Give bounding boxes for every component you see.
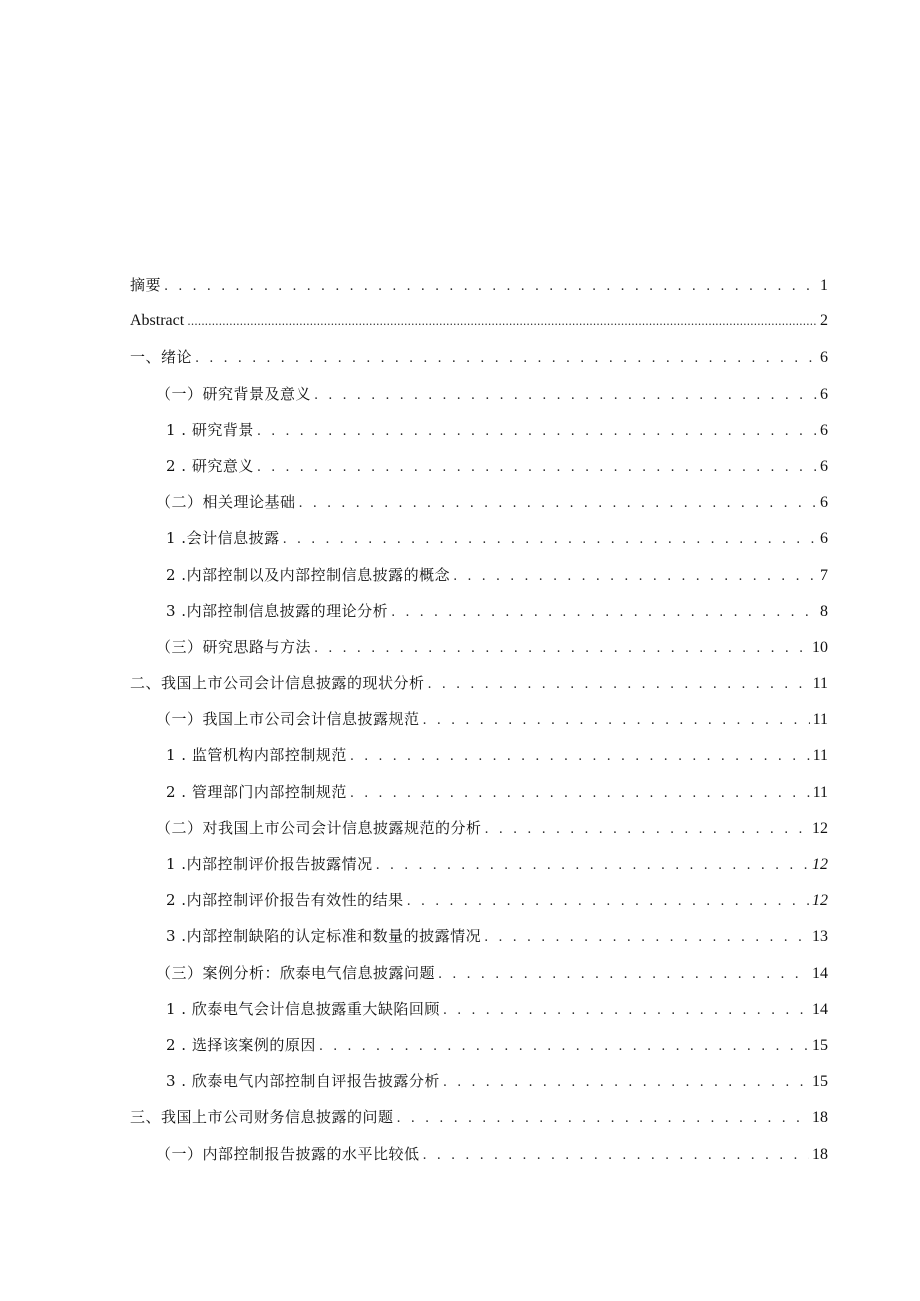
toc-dot-leader bbox=[443, 998, 809, 1024]
toc-entry-page: 6 bbox=[820, 494, 828, 512]
toc-entry-page: 11 bbox=[812, 747, 828, 765]
toc-entry-page: 12 bbox=[812, 856, 828, 873]
toc-entry-page: 18 bbox=[812, 1109, 828, 1127]
toc-entry-subsection-2-3-2[interactable] bbox=[130, 1032, 828, 1068]
toc-dot-leader bbox=[299, 491, 817, 517]
toc-entry-page: 18 bbox=[812, 1145, 828, 1163]
toc-dot-leader bbox=[438, 962, 809, 988]
toc-dot-leader bbox=[453, 564, 817, 590]
toc-dot-leader bbox=[350, 744, 810, 770]
toc-dot-leader bbox=[407, 889, 809, 915]
toc-dot-leader bbox=[428, 672, 810, 698]
toc-dot-leader bbox=[376, 853, 809, 879]
toc-entry-page: 10 bbox=[812, 638, 828, 656]
toc-entry-title: （二）相关理论基础 bbox=[156, 493, 296, 512]
toc-entry-subsection-1-2-2[interactable] bbox=[130, 562, 828, 598]
toc-entry-page: 11 bbox=[812, 675, 828, 693]
toc-entry-page: 15 bbox=[812, 1036, 828, 1054]
toc-entry-section-2-3[interactable] bbox=[130, 960, 828, 996]
toc-entry-title: 1 .会计信息披露 bbox=[166, 529, 280, 548]
toc-entry-page: 11 bbox=[812, 783, 828, 801]
toc-entry-title: 1 . 研究背景 bbox=[166, 420, 254, 439]
toc-entry-chapter-2[interactable] bbox=[130, 670, 828, 706]
toc-entry-page: 6 bbox=[820, 421, 828, 439]
toc-entry-page: 8 bbox=[820, 602, 828, 620]
toc-entry-title: 1 . 欣泰电气会计信息披露重大缺陷回顾 bbox=[166, 999, 440, 1018]
toc-entry-title: 1 . 监管机构内部控制规范 bbox=[166, 746, 347, 765]
toc-dot-leader bbox=[423, 708, 810, 734]
toc-dot-leader bbox=[164, 274, 817, 300]
toc-dot-leader bbox=[443, 1070, 809, 1096]
toc-entry-section-3-1[interactable] bbox=[130, 1141, 828, 1177]
toc-entry-page: 12 bbox=[812, 819, 828, 837]
toc-entry-section-2-1[interactable] bbox=[130, 706, 828, 742]
toc-entry-page: 7 bbox=[820, 566, 828, 584]
toc-dot-leader bbox=[484, 925, 809, 951]
toc-entry-title: 3 . 欣泰电气内部控制自评报告披露分析 bbox=[166, 1072, 440, 1091]
toc-entry-section-1-3[interactable] bbox=[130, 634, 828, 670]
toc-entry-title: 2 .内部控制以及内部控制信息披露的概念 bbox=[166, 565, 451, 584]
toc-entry-title: （三）案例分析：欣泰电气信息披露问题 bbox=[156, 963, 436, 982]
toc-entry-title: 2 . 管理部门内部控制规范 bbox=[166, 782, 347, 801]
toc-entry-subsection-2-1-1[interactable] bbox=[130, 742, 828, 778]
table-of-contents bbox=[130, 272, 828, 1177]
toc-entry-subsection-1-1-2[interactable] bbox=[130, 453, 828, 489]
toc-dot-leader bbox=[350, 781, 810, 807]
toc-entry-title: （一）内部控制报告披露的水平比较低 bbox=[156, 1144, 420, 1163]
toc-dot-leader bbox=[391, 600, 817, 626]
toc-entry-title: 1 .内部控制评价报告披露情况 bbox=[166, 855, 373, 873]
toc-entry-page: 2 bbox=[820, 312, 828, 330]
toc-entry-page: 15 bbox=[812, 1073, 828, 1091]
toc-entry-page: 11 bbox=[812, 711, 828, 729]
toc-entry-page: 14 bbox=[812, 964, 828, 982]
toc-entry-section-1-2[interactable] bbox=[130, 489, 828, 525]
toc-entry-page: 13 bbox=[812, 928, 828, 946]
toc-entry-title: （三）研究思路与方法 bbox=[156, 637, 312, 656]
toc-entry-page: 6 bbox=[820, 457, 828, 475]
toc-entry-abstract-cn[interactable] bbox=[130, 272, 828, 308]
toc-entry-page: 6 bbox=[820, 530, 828, 548]
toc-entry-page: 12 bbox=[812, 892, 828, 910]
toc-entry-subsection-1-2-3[interactable] bbox=[130, 598, 828, 634]
toc-entry-title: 2 .内部控制评价报告有效性的结果 bbox=[166, 891, 404, 910]
toc-entry-subsection-2-2-3[interactable] bbox=[130, 923, 828, 959]
toc-dot-leader bbox=[423, 1143, 809, 1169]
toc-entry-page: 6 bbox=[820, 385, 828, 403]
toc-dot-leader bbox=[257, 419, 817, 445]
toc-dot-leader bbox=[485, 817, 809, 843]
toc-entry-page: 14 bbox=[812, 1000, 828, 1018]
toc-dot-leader bbox=[319, 1034, 809, 1060]
toc-entry-section-1-1[interactable] bbox=[130, 381, 828, 417]
toc-dot-leader bbox=[195, 346, 817, 372]
toc-entry-section-2-2[interactable] bbox=[130, 815, 828, 851]
toc-entry-chapter-3[interactable] bbox=[130, 1104, 828, 1140]
toc-entry-abstract-en[interactable] bbox=[130, 308, 828, 344]
toc-entry-subsection-2-2-2[interactable] bbox=[130, 887, 828, 923]
toc-entry-title: 摘要 bbox=[130, 276, 162, 294]
toc-entry-title: （二）对我国上市公司会计信息披露规范的分析 bbox=[156, 818, 482, 837]
toc-entry-title: Abstract bbox=[130, 312, 185, 330]
toc-entry-title: 3 .内部控制信息披露的理论分析 bbox=[166, 601, 389, 620]
toc-entry-page: 1 bbox=[820, 277, 828, 294]
toc-entry-subsection-1-1-1[interactable] bbox=[130, 417, 828, 453]
toc-dot-leader bbox=[283, 527, 817, 553]
toc-entry-title: 2 . 研究意义 bbox=[166, 456, 254, 475]
toc-dot-leader bbox=[314, 383, 817, 409]
toc-entry-subsection-2-2-1[interactable] bbox=[130, 851, 828, 887]
toc-entry-title: 二、我国上市公司会计信息披露的现状分析 bbox=[130, 674, 425, 693]
toc-entry-subsection-2-1-2[interactable] bbox=[130, 779, 828, 815]
toc-entry-subsection-1-2-1[interactable] bbox=[130, 525, 828, 561]
toc-entry-title: 3 .内部控制缺陷的认定标准和数量的披露情况 bbox=[166, 927, 482, 946]
toc-entry-subsection-2-3-3[interactable] bbox=[130, 1068, 828, 1104]
toc-entry-title: 一、绪论 bbox=[130, 348, 193, 367]
toc-entry-title: （一）研究背景及意义 bbox=[156, 384, 312, 403]
toc-entry-page: 6 bbox=[820, 349, 828, 367]
toc-entry-subsection-2-3-1[interactable] bbox=[130, 996, 828, 1032]
toc-entry-chapter-1[interactable] bbox=[130, 344, 828, 380]
toc-entry-title: （一）我国上市公司会计信息披露规范 bbox=[156, 710, 420, 729]
toc-entry-title: 2 . 选择该案例的原因 bbox=[166, 1035, 316, 1054]
toc-dot-leader bbox=[257, 455, 817, 481]
toc-dot-leader bbox=[314, 636, 809, 662]
toc-dot-leader bbox=[187, 309, 817, 335]
toc-entry-title: 三、我国上市公司财务信息披露的问题 bbox=[130, 1108, 394, 1127]
toc-dot-leader bbox=[397, 1106, 809, 1132]
